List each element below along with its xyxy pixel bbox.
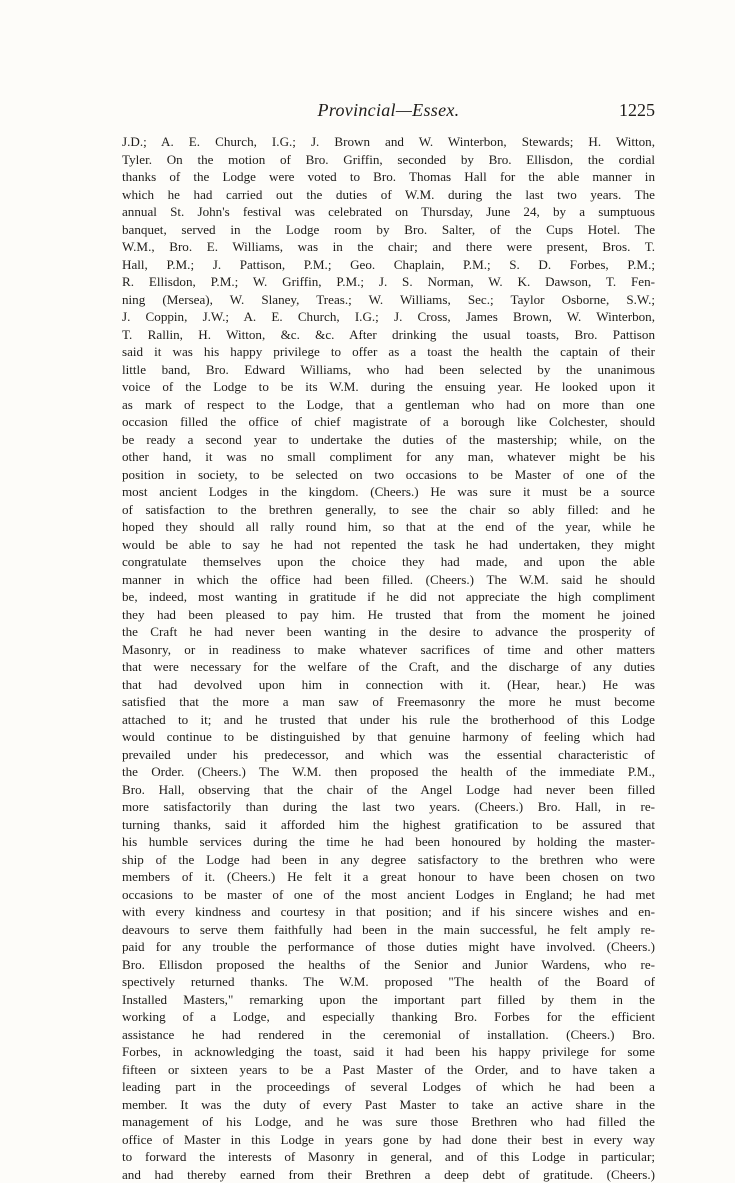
text-line: R. Ellisdon, P.M.; W. Griffin, P.M.; J. S. Norman, W. K. Dawson, T. Fen-	[122, 273, 655, 291]
text-line: office of Master in this Lodge in years gone by had done their best in every way	[122, 1131, 655, 1149]
text-line: annual St. John's festival was celebrated on Thursday, June 24, by a sumptuous	[122, 203, 655, 221]
running-title: Provincial—Essex.	[122, 100, 655, 121]
text-line: more satisfactorily than during the last two years. (Cheers.) Bro. Hall, in re-	[122, 798, 655, 816]
text-line: be ready a second year to undertake the duties of the mastership; while, on the	[122, 431, 655, 449]
text-line: attached to it; and he trusted that under his rule the brotherhood of this Lodge	[122, 711, 655, 729]
text-line: which he had carried out the duties of W.M. during the last two years. The	[122, 186, 655, 204]
text-line: would be able to say he had not repented the task he had undertaken, they might	[122, 536, 655, 554]
text-line: Installed Masters," remarking upon the important part filled by them in the	[122, 991, 655, 1009]
text-line: Hall, P.M.; J. Pattison, P.M.; Geo. Chaplain, P.M.; S. D. Forbes, P.M.;	[122, 256, 655, 274]
text-line: J. Coppin, J.W.; A. E. Church, I.G.; J. Cross, James Brown, W. Winterbon,	[122, 308, 655, 326]
text-line: occasions to be master of one of the most ancient Lodges in England; he had met	[122, 886, 655, 904]
text-line: his humble services during the time he had been honoured by holding the master-	[122, 833, 655, 851]
text-line: be, indeed, most wanting in gratitude if he did not appreciate the high compliment	[122, 588, 655, 606]
text-line: assistance he had rendered in the ceremonial of installation. (Cheers.) Bro.	[122, 1026, 655, 1044]
text-line: T. Rallin, H. Witton, &c. &c. After drinking the usual toasts, Bro. Pattison	[122, 326, 655, 344]
text-line: would continue to be distinguished by that genuine harmony of feeling which had	[122, 728, 655, 746]
text-line: members of it. (Cheers.) He felt it a great honour to have been chosen on two	[122, 868, 655, 886]
text-line: fifteen or sixteen years to be a Past Master of the Order, and to have taken a	[122, 1061, 655, 1079]
text-line: most ancient Lodges in the kingdom. (Cheers.) He was sure it must be a source	[122, 483, 655, 501]
article-body	[122, 133, 655, 1183]
text-line: to forward the interests of Masonry in general, and of this Lodge in particular;	[122, 1148, 655, 1166]
text-line: turning thanks, said it afforded him the highest gratification to be assured that	[122, 816, 655, 834]
text-line: of satisfaction to the brethren generally, to see the chair so ably filled: and he	[122, 501, 655, 519]
text-line: member. It was the duty of every Past Master to take an active share in the	[122, 1096, 655, 1114]
text-line: Tyler. On the motion of Bro. Griffin, seconded by Bro. Ellisdon, the cordial	[122, 151, 655, 169]
text-line: J.D.; A. E. Church, I.G.; J. Brown and W. Winterbon, Stewards; H. Witton,	[122, 133, 655, 151]
text-line: occasion filled the office of chief magistrate of a borough like Colchester, should	[122, 413, 655, 431]
text-line: other hand, it was no small compliment for any man, whatever might be his	[122, 448, 655, 466]
text-line: they had been pleased to pay him. He trusted that from the moment he joined	[122, 606, 655, 624]
text-line: banquet, served in the Lodge room by Bro. Salter, of the Cups Hotel. The	[122, 221, 655, 239]
text-line: working of a Lodge, and especially thanking Bro. Forbes for the efficient	[122, 1008, 655, 1026]
text-line: the Order. (Cheers.) The W.M. then proposed the health of the immediate P.M.,	[122, 763, 655, 781]
text-line: manner in which the office had been filled. (Cheers.) The W.M. said he should	[122, 571, 655, 589]
text-line: leading part in the proceedings of several Lodges of which he had been a	[122, 1078, 655, 1096]
text-line: little band, Bro. Edward Williams, who had been selected by the unanimous	[122, 361, 655, 379]
text-line: satisfied that the more a man saw of Freemasonry the more he must become	[122, 693, 655, 711]
text-line: that were necessary for the welfare of the Craft, and the discharge of any duties	[122, 658, 655, 676]
text-line: hoped they should all rally round him, so that at the end of the year, while he	[122, 518, 655, 536]
text-line: Bro. Ellisdon proposed the healths of the Senior and Junior Wardens, who re-	[122, 956, 655, 974]
text-line: Masonry, or in readiness to make whatever sacrifices of time and other matters	[122, 641, 655, 659]
text-line: management of his Lodge, and he was sure those Brethren who had filled the	[122, 1113, 655, 1131]
text-line: W.M., Bro. E. Williams, was in the chair; and there were present, Bros. T.	[122, 238, 655, 256]
text-line: as mark of respect to the Lodge, that a gentleman who had on more than one	[122, 396, 655, 414]
text-line: Bro. Hall, observing that the chair of the Angel Lodge had never been filled	[122, 781, 655, 799]
text-line: the Craft he had never been wanting in the desire to advance the prosperity of	[122, 623, 655, 641]
text-line: ning (Mersea), W. Slaney, Treas.; W. Williams, Sec.; Taylor Osborne, S.W.;	[122, 291, 655, 309]
text-line: voice of the Lodge to be its W.M. during the ensuing year. He looked upon it	[122, 378, 655, 396]
text-line: said it was his happy privilege to offer as a toast the health the captain of their	[122, 343, 655, 361]
text-line: ship of the Lodge had been in any degree satisfactory to the brethren who were	[122, 851, 655, 869]
text-line: prevailed under his predecessor, and which was the essential characteristic of	[122, 746, 655, 764]
text-line: paid for any trouble the performance of those duties might have involved. (Cheers.)	[122, 938, 655, 956]
text-line: congratulate themselves upon the choice they had made, and upon the able	[122, 553, 655, 571]
running-head	[122, 100, 655, 124]
text-line: and had thereby earned from their Brethren a deep debt of gratitude. (Cheers.)	[122, 1166, 655, 1183]
text-line: deavours to serve them faithfully had been in the main successful, he felt amply re-	[122, 921, 655, 939]
text-line: spectively returned thanks. The W.M. proposed "The health of the Board of	[122, 973, 655, 991]
text-line: Forbes, in acknowledging the toast, said it had been his happy privilege for some	[122, 1043, 655, 1061]
page-number: 1225	[619, 100, 655, 121]
text-line: that had devolved upon him in connection with it. (Hear, hear.) He was	[122, 676, 655, 694]
text-line: position in society, to be selected on two occasions to be Master of one of the	[122, 466, 655, 484]
text-line: thanks of the Lodge were voted to Bro. Thomas Hall for the able manner in	[122, 168, 655, 186]
text-line: with every kindness and courtesy in that position; and if his sincere wishes and en-	[122, 903, 655, 921]
